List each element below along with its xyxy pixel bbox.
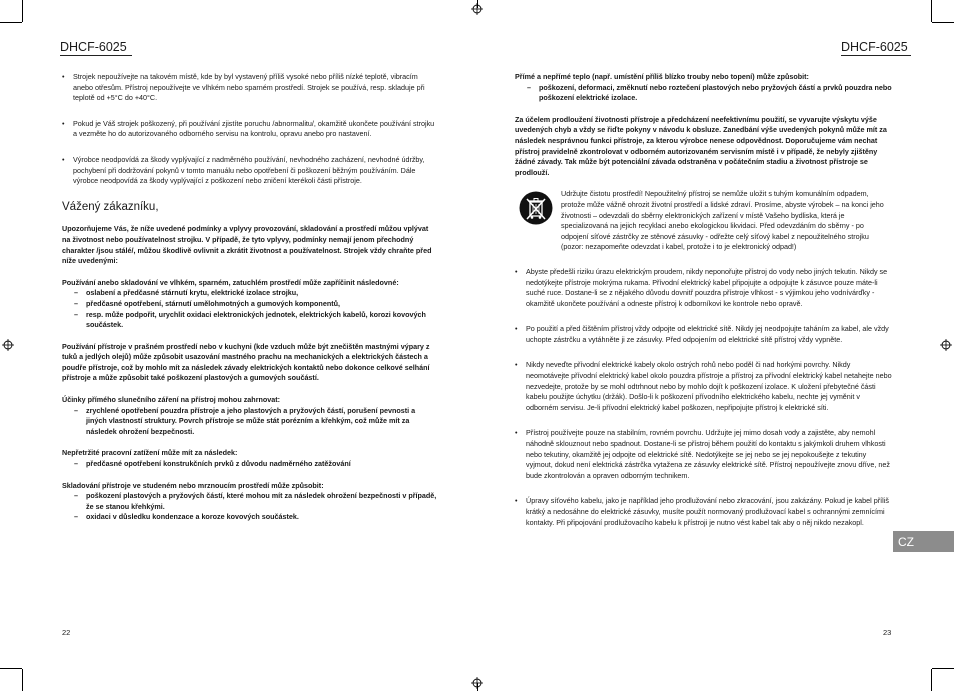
language-tab: CZ xyxy=(893,531,954,552)
intro-paragraph xyxy=(62,224,437,266)
registration-mark-icon xyxy=(471,677,483,689)
condition-block xyxy=(62,342,437,384)
model-header: DHCF-6025 xyxy=(60,40,127,54)
condition-list xyxy=(62,459,437,470)
crop-mark xyxy=(932,22,954,23)
advice-block xyxy=(515,115,892,179)
crop-mark xyxy=(0,22,22,23)
crop-mark xyxy=(22,669,23,691)
condition-block xyxy=(62,481,437,523)
list-item: • Nikdy neveďte přívodní elektrické kabely okolo ostrých rohů nebo poděl či nad horkými povrchy. Nikdy neomotávejte přívodní elektrický kabel okolo pouzdra přístroje a přístroj za přívodní elektrický kabel netahejte nebo nezvedejte, protože by se mohl odtrhnout nebo by mohlo dojít k poškození izolace. K uložení přebytečné části kabelu použijte úchytku (držák). Došlo-li k poškození přívodního elektrického kabelu, nechte jej vyměnit v odborném servisu. Je-li přívodní elektrický kabel poškozen, nepřipojujte přístroj k elektrické síti. xyxy=(515,360,892,413)
condition-list xyxy=(62,491,437,523)
condition-list xyxy=(62,288,437,330)
list-item: • Úpravy síťového kabelu, jako je například jeho prodlužování nebo zkracování, jsou zakázány. Pokud je kabel příliš krátký a nedosáhne do elektrické zásuvky, musíte použít normovaný prodlužovací kabel s ochrannými zemnícími kontakty. Při připojování prodlužovacího kabelu k přístroji je nutno vést kabel tak aby o něj nikdo nezakopl. xyxy=(515,496,892,528)
condition-heading: Přímé a nepřímé teplo (např. umístění příliš blízko trouby nebo topení) může způsobit: xyxy=(515,72,809,81)
condition-block xyxy=(515,72,892,104)
right-column xyxy=(515,72,892,543)
condition-heading: Používání přístroje v prašném prostředí nebo v kuchyni (kde vzduch může být znečištěn mastnými výpary z tuků a jedlých olejů) může způsobit usazování mastného prachu na mechanických a elektrických částech a poudře přístroje, což by mohlo mít za následek závady elektrických kontaktů nebo dokonce celkové selhání přístroje a může způsobit také poškození plastových a gumových součástí. xyxy=(62,341,430,383)
list-item: – předčasné opotřebení, stárnutí umělohmotných a gumových komponentů, xyxy=(62,299,437,310)
condition-heading: Skladování přístroje ve studeném nebo mrznoucím prostředí může způsobit: xyxy=(62,480,324,490)
list-item: • Abyste předešli riziku úrazu elektrickým proudem, nikdy neponořujte přístroj do vody nebo jiných tekutin. Nikdy se nedotýkejte přístroje mokrýma rukama. Přívodní elektrický kabel připojujte a odpojujte k zásuvce pouze máte-li suché ruce. Dostane-li se z nějakého důvodu dovnitř pouzdra přístroje vlhkost - s výjimkou jeho vodnívárďky - okamžitě ukončete používání a odneste přístroj k odborníkovi ke kontrole nebo opravě. xyxy=(515,267,892,309)
registration-mark-icon xyxy=(940,339,952,351)
header-rule xyxy=(841,55,911,56)
list-item: • Pokud je Váš strojek poškozený, při používání zjistíte poruchu /abnormalitu/, okamžitě ukončete používání strojku a vezměte ho do autorizovaného odborného servisu na kontrolu, opravu anebo pro nastavení. xyxy=(62,119,437,140)
condition-heading: Používání anebo skladování ve vlhkém, sparném, zatuchlém prostředí může zapříčinit následovné: xyxy=(62,277,399,287)
condition-block xyxy=(62,278,437,331)
registration-mark-icon xyxy=(2,339,14,351)
condition-list xyxy=(515,83,892,104)
left-column xyxy=(62,72,437,534)
model-header: DHCF-6025 xyxy=(841,40,908,54)
crossed-bin-icon xyxy=(519,191,553,225)
list-item: • Po použití a před čištěním přístroj vždy odpojte od elektrické sítě. Nikdy jej neodpojujte taháním za kabel, ale vždy uchopte zástrčku a vytáhněte ji ze zásuvky. Před odpojením od elektrické sítě přístroj vždy vypněte. xyxy=(515,324,892,345)
advice-text: Za účelem prodloužení životnosti přístroje a předcházení neefektivnímu použití, se vyvarujte výskytu výše uvedených chyb a vždy se řiďte pokyny v návodu k obsluze. Zanedbání výše uvedených pokynů může mít za následek nesprávnou funkci přístroje, za kterou výrobce nenese odpovědnost. Doporučujeme vám nechat přístroj pravidelně zkontrolovat v odborném autorizovaném servisním místě i v případě, že nebyly zjištěny žádné závady. Tak může být potenciální závada odstraněna v počátečním stadiu a životnost přístroje se prodlouží. xyxy=(515,114,887,177)
bullet-list xyxy=(62,72,437,187)
list-item: • Strojek nepoužívejte na takovém místě, kde by byl vystavený příliš vysoké nebo příliš nízké teplotě, vibracím anebo otřesům. Přístroj nepoužívejte ve vlhkém nebo sparném prostředí. Strojek se používá, resp. skladuje při teplotě od +5°C do +40°C. xyxy=(62,72,437,104)
crop-mark xyxy=(0,668,22,669)
registration-mark-icon xyxy=(471,3,483,15)
page-number: 23 xyxy=(883,628,892,637)
list-item: • Přístroj používejte pouze na stabilním, rovném povrchu. Udržujte jej mimo dosah vody a zajistěte, aby nemohl náhodně sklouznout nebo spadnout. Dostane-li se přístroj během použití do kontaktu s jakýmkoli druhem vlhkosti nebo tekutiny, okamžitě jej odpojte od elektrické sítě. Nedotýkejte se jej nebo se jej nepokoušejte z tekutiny vyjmout, dokud není elektrická zástrčka vytažena ze zásuvky elektrické sítě. Přístroj nepoužívejte znovu dříve, než bude zkontrolován a opraven odborným technikem. xyxy=(515,428,892,481)
crop-mark xyxy=(931,0,932,22)
list-item: – předčasné opotřebení konstrukčních prvků z důvodu nadměrného zatěžování xyxy=(62,459,437,470)
list-item: – resp. může podpořit, urychlit oxidaci elektronických jednotek, elektrických kabelů, korozi kovových součástek. xyxy=(62,310,437,331)
intro-text: Upozorňujeme Vás, že níže uvedené podmínky a vplyvy provozování, skladování a prostředí můžou vplývat na životnost nebo používatelnost strojku. V případě, že tyto vplyvy, podmínky nemají jenom přechodný charakter /jsou stálé/, můžou škodlivě ovlivnit a zkrátit životnost a používatelnost. Strojek vždy chraňte před níže uvedenými: xyxy=(62,224,432,266)
section-title: Vážený zákazníku, xyxy=(62,200,159,213)
condition-block xyxy=(62,395,437,437)
condition-list xyxy=(62,406,437,438)
bullet-list xyxy=(515,267,892,528)
condition-heading: Účinky přímého slunečního záření na přístroj mohou zahrnovat: xyxy=(62,395,281,405)
list-item: – zrychlené opotřebení pouzdra přístroje a jeho plastových a pryžových částí, porušení pevnosti a jiných vlastností struktury. Povrch přístroje se může stát porézním a křehkým, což může mít za následek ohrožení bezpečnosti. xyxy=(62,406,437,438)
list-item: – oslabení a předčasné stárnutí krytu, elektrické izolace strojku, xyxy=(62,288,437,299)
crop-mark xyxy=(931,669,932,691)
crop-mark xyxy=(22,0,23,22)
recycling-text: Udržujte čistotu prostředí! Nepoužitelný přístroj se nemůže uložit s tuhým komunálním odpadem, protože může vážně ohrozit životní prostředí a lidské zdraví. Prosíme, abyste výrobek – na konci jeho životnosti – odevzdali do sběrny elektronických zařízení v místě Vašeho bydliska, která je specializovaná na jejich recyklaci anebo ekologickou likvidaci. Před odevzdáním do sběrny - po odpojení síťové zástrčky ze stěnové zásuvky - odřežte celý síťový kabel z nepoužitelného strojku (pozor: nezapomeňte odevzdat i kabel, protože i to je elektronický odpad!) xyxy=(561,189,884,252)
list-item: – poškození plastových a pryžových částí, které mohou mít za následek ohrožení bezpečnosti v případě, že se stanou křehkými. xyxy=(62,491,437,512)
condition-block xyxy=(62,448,437,469)
header-rule xyxy=(60,55,132,56)
page-number: 22 xyxy=(62,628,71,637)
condition-heading: Nepřetržité pracovní zatížení může mít za následek: xyxy=(62,448,238,458)
recycling-notice xyxy=(515,189,892,253)
right-page xyxy=(477,0,954,691)
list-item: – oxidaci v důsledku kondenzace a koroze kovových součástek. xyxy=(62,512,437,523)
list-item: – poškození, deformaci, změknutí nebo roztečení plastových nebo pryžových částí a prvků pouzdra nebo poškození elektrické izolace. xyxy=(515,83,892,104)
list-item: • Výrobce neodpovídá za škody vyplývající z nadměrného používání, nevhodného zacházení, nevhodné údržby, pochybení při dodržování pokynů v tomto manuálu nebo opotřebení či poškození běžným používáním. Dále výrobce neodpovídá za škody vyplývající z poškození nebo zničení kterékoli části přístroje. xyxy=(62,155,437,187)
crop-mark xyxy=(932,668,954,669)
